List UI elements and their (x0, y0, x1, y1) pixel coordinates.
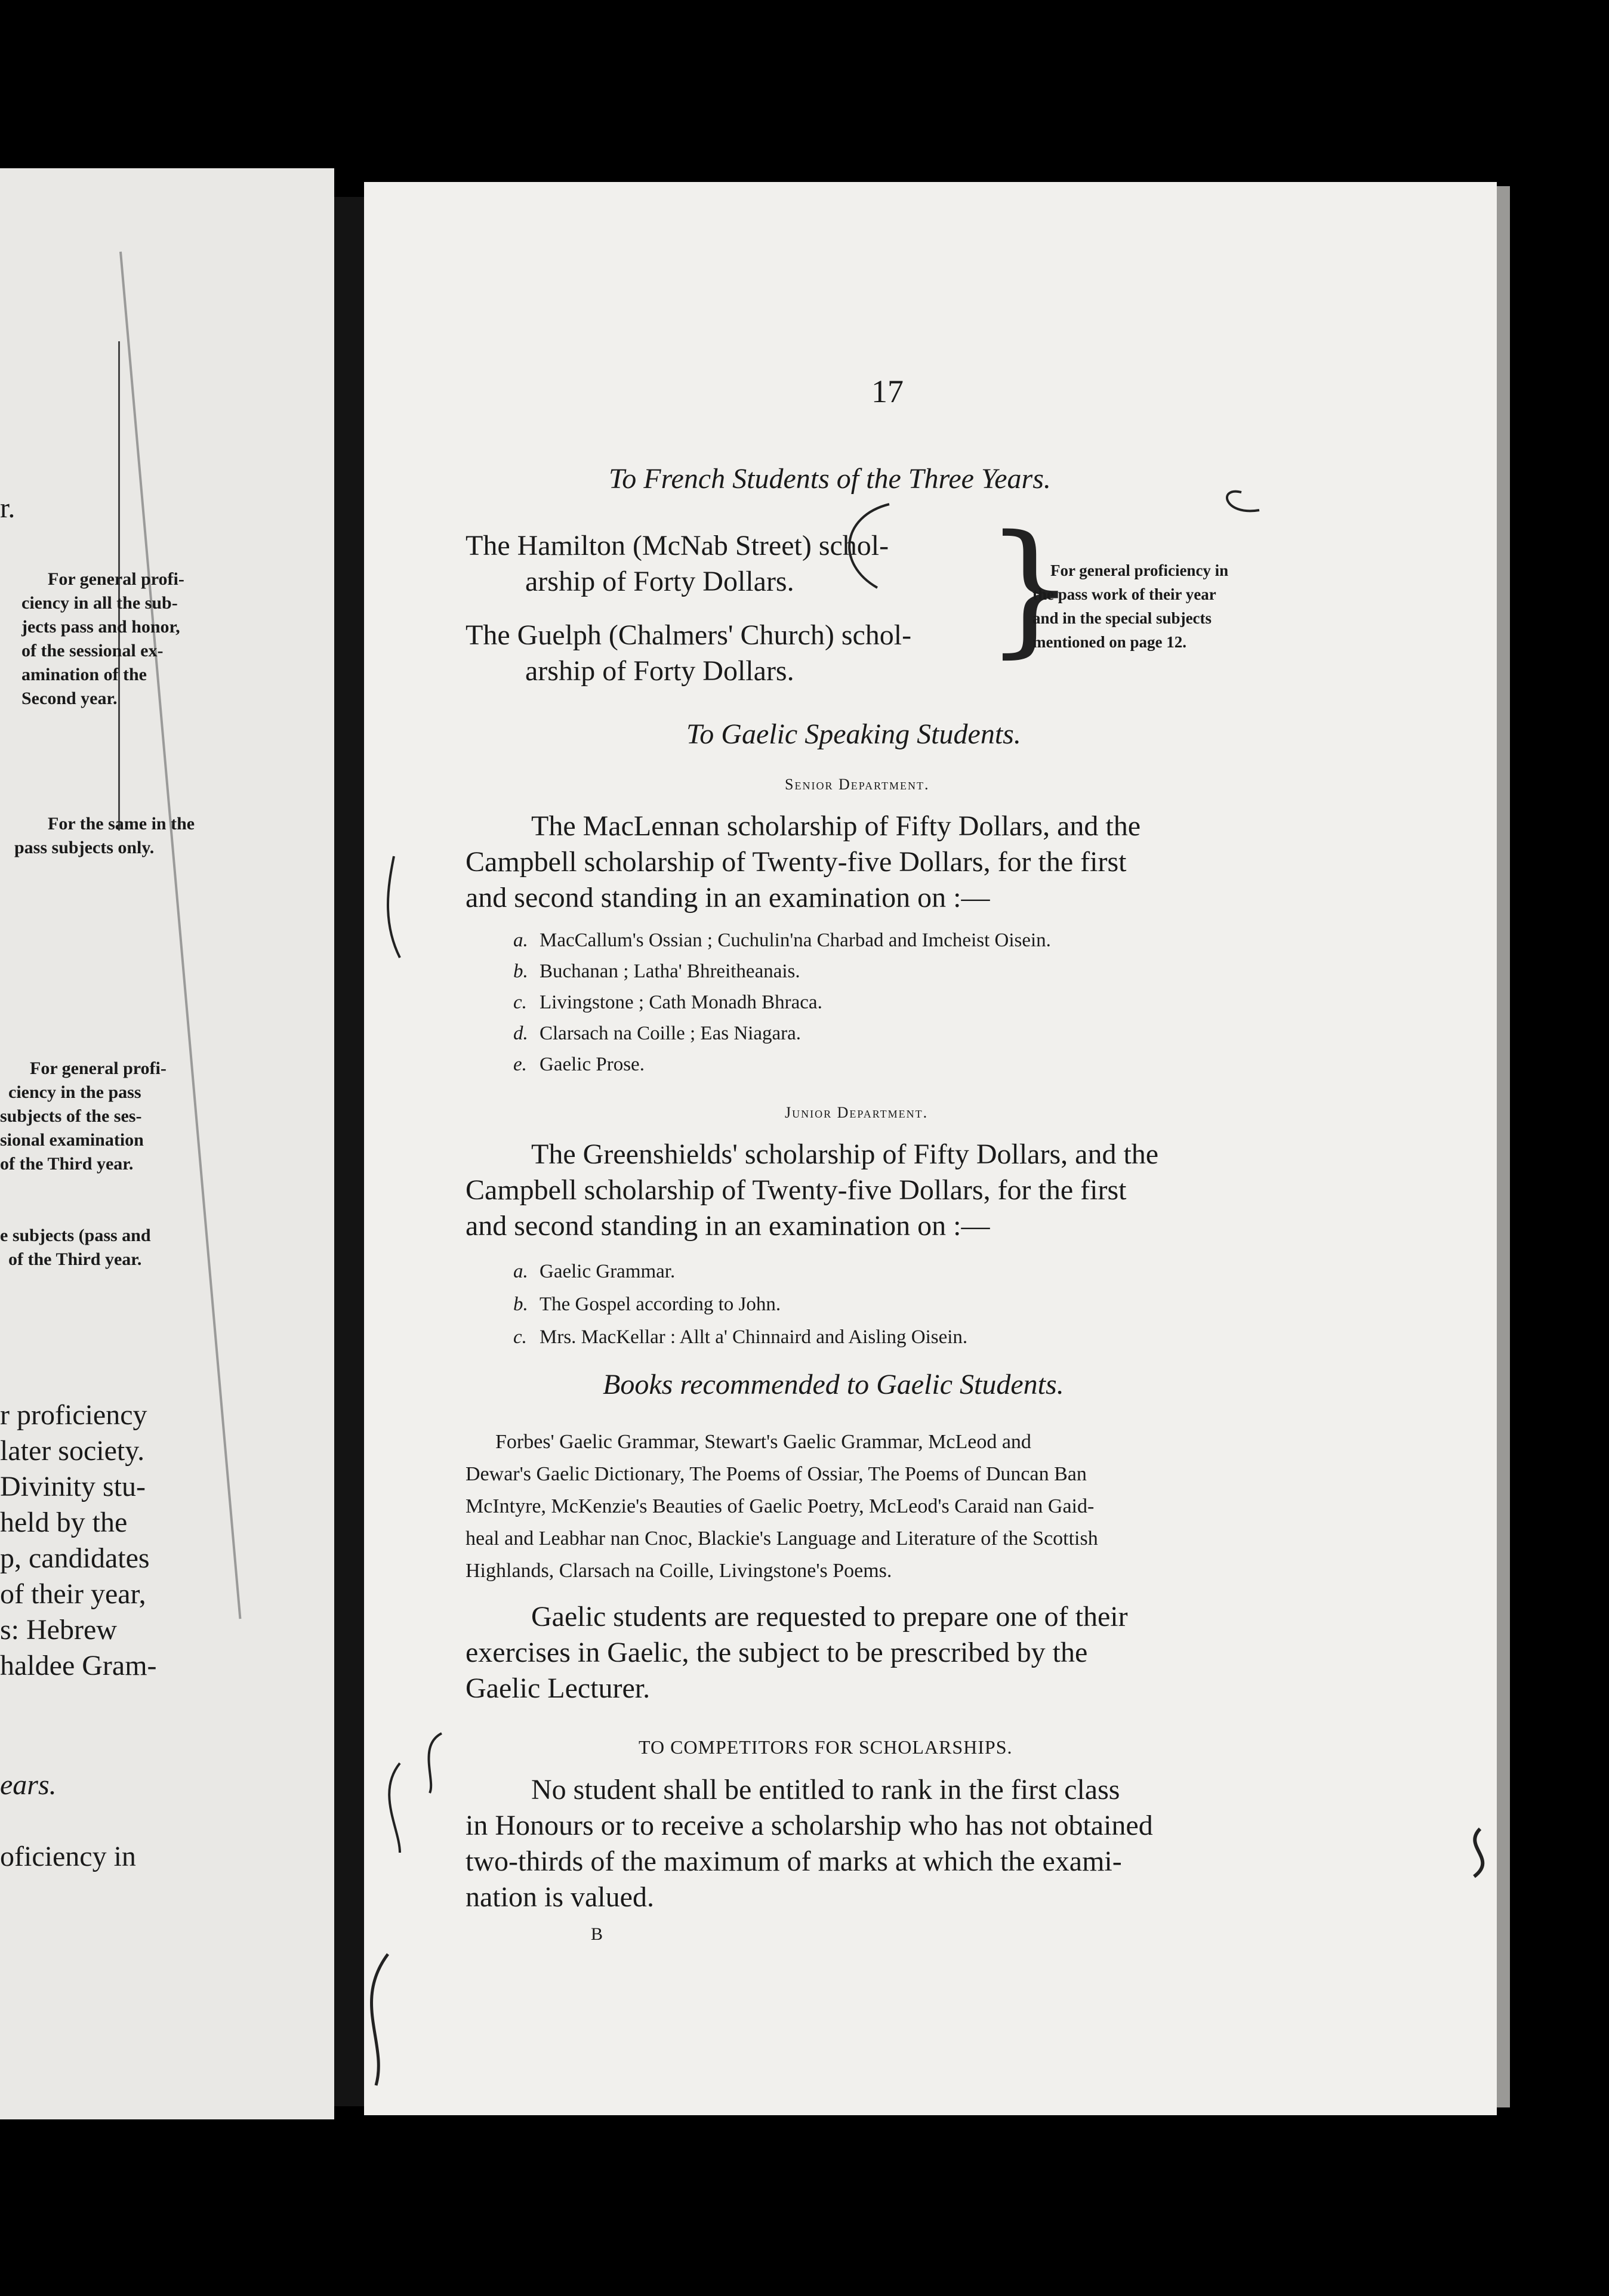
previous-page: r. For general profi- ciency in all the sub- jects pass and honor, of the sessional ex- amination of the Second year. For the same in the pass subjects only. For general profi- ciency in the pass subjects of the ses- sional examination of the Third year. e subjects (pass and of the Third year. r proficiency later society. Divinity stu- held by the p, candidates of their year, s: Hebrew haldee Gram- ears. oficiency in (0, 168, 334, 2119)
competitors-line: No student shall be entitled to rank in the first class (531, 1774, 1120, 1806)
books-line: Dewar's Gaelic Dictionary, The Poems of Ossiar, The Poems of Duncan Ban (466, 1463, 1087, 1485)
senior-paragraph-line: The MacLennan scholarship of Fifty Dollars, and the (531, 810, 1141, 842)
exercise-line: Gaelic students are requested to prepare one of their (531, 1601, 1128, 1632)
junior-list-item: b. The Gospel according to John. (513, 1294, 781, 1315)
pencil-mark (1227, 492, 1259, 511)
exercise-line: Gaelic Lecturer. (466, 1672, 651, 1704)
competitors-heading: TO COMPETITORS FOR SCHOLARSHIPS. (639, 1736, 1013, 1758)
pencil-mark (429, 1733, 442, 1793)
junior-paragraph-line: Campbell scholarship of Twenty-five Dollars, for the first (466, 1174, 1127, 1206)
french-line: arship of Forty Dollars. (525, 655, 794, 687)
books-line: McIntyre, McKenzie's Beauties of Gaelic Poetry, McLeod's Caraid nan Gaid- (466, 1495, 1095, 1517)
left-header-fragment: r. (0, 492, 16, 524)
pencil-bracket (372, 1954, 388, 2085)
senior-department-title: Senior Department. (785, 776, 930, 793)
gaelic-heading: To Gaelic Speaking Students. (686, 718, 1021, 750)
exercise-line: exercises in Gaelic, the subject to be prescribed by the (466, 1637, 1088, 1668)
junior-paragraph-line: and second standing in an examination on :— (466, 1210, 990, 1242)
junior-paragraph-line: The Greenshields' scholarship of Fifty Dollars, and the (531, 1138, 1159, 1170)
senior-list-item: c. Livingstone ; Cath Monadh Bhraca. (513, 992, 822, 1013)
french-heading: To French Students of the Three Years. (609, 463, 1051, 495)
junior-list-item: c. Mrs. MacKellar : Allt a' Chinnaird and Aisling Oisein. (513, 1326, 968, 1348)
senior-list-item: a. MacCallum's Ossian ; Cuchulin'na Charbad and Imcheist Oisein. (513, 930, 1051, 951)
senior-list-item: d. Clarsach na Coille ; Eas Niagara. (513, 1023, 802, 1044)
senior-list-item: e. Gaelic Prose. (513, 1054, 645, 1075)
competitors-line: two-thirds of the maximum of marks at which the exami- (466, 1846, 1122, 1877)
left-heading-fragment: ears. (0, 1769, 57, 1801)
books-heading: Books recommended to Gaelic Students. (603, 1369, 1064, 1400)
pencil-mark (1474, 1829, 1482, 1877)
pencil-bracket (849, 504, 889, 588)
pencil-marks (364, 182, 1497, 2115)
books-line: Forbes' Gaelic Grammar, Stewart's Gaelic Grammar, McLeod and (495, 1431, 1031, 1453)
books-line: Highlands, Clarsach na Coille, Livingstone's Poems. (466, 1560, 892, 1582)
junior-list-item: a. Gaelic Grammar. (513, 1261, 676, 1282)
senior-paragraph-line: Campbell scholarship of Twenty-five Dollars, for the first (466, 846, 1127, 878)
book-spine (334, 197, 364, 2106)
french-line: The Hamilton (McNab Street) schol- (466, 530, 889, 561)
left-last-line: oficiency in (0, 1841, 136, 1872)
junior-department-title: Junior Department. (785, 1104, 929, 1121)
page-number: 17 (871, 374, 904, 409)
french-line: arship of Forty Dollars. (525, 566, 794, 597)
pencil-bracket (389, 1763, 400, 1853)
competitors-line: nation is valued. (466, 1881, 654, 1913)
pencil-mark (388, 856, 400, 958)
curly-brace: } (985, 504, 1076, 671)
competitors-line: in Honours or to receive a scholarship who has not obtained (466, 1810, 1153, 1841)
french-line: The Guelph (Chalmers' Church) schol- (466, 619, 912, 651)
page-17: 17 To French Students of the Three Years. The Hamilton (McNab Street) schol- arship of Forty Dollars. The Guelph (Chalmers' Church) schol- arship of Forty Dollars. } For general proficiency in the pass work of their year and in the special subjects mentioned on page 12. To Gaelic Speaking Students. Senior Department. The MacLennan scholarship of Fifty Dollars, and the Campbell scholarship of Twenty-five Dollars, for the first and second standing in an examination on :— a. MacCallum's Ossian ; Cuchulin'na Charbad and Imcheist Oisein. b. Buchanan ; Latha' Bhreitheanais. c. Livingstone ; Cath Monadh Bhraca. d. Clarsach na Coille ; Eas Niagara. e. Gaelic Prose. Junior Department. The Greenshields' scholarship of Fifty Dollars, and the Campbell scholarship of Twenty-five Dollars, for the first and second standing in an examination on :— a. Gaelic Grammar. b. The Gospel according to John. c. Mrs. MacKellar : Allt a' Chinnaird and Aisling Oisein. Books recommended to Gaelic Students. Forbes' Gaelic Grammar, Stewart's Gaelic Grammar, McLeod and Dewar's Gaelic Dictionary, The Poems of Ossiar, The Poems of Duncan Ban McIntyre, McKenzie's Beauties of Gaelic Poetry, McLeod's Caraid nan Gaid- heal and Leabhar nan Cnoc, Blackie's Language and Literature of the Scottish Highlands, Clarsach na Coille, Livingstone's Poems. Gaelic students are requested to prepare one of their exercises in Gaelic, the subject to be prescribed by the Gaelic Lecturer. TO COMPETITORS FOR SCHOLARSHIPS. No student shall be entitled to rank in the first class in Honours or to receive a scholarship who has not obtained two-thirds of the maximum of marks at which the exami- nation is valued. B (364, 182, 1497, 2115)
senior-list-item: b. Buchanan ; Latha' Bhreitheanais. (513, 961, 800, 982)
signature-mark: B (591, 1924, 603, 1944)
senior-paragraph-line: and second standing in an examination on :— (466, 882, 990, 914)
books-line: heal and Leabhar nan Cnoc, Blackie's Language and Literature of the Scottish (466, 1527, 1098, 1550)
page-edge (1497, 186, 1510, 2107)
